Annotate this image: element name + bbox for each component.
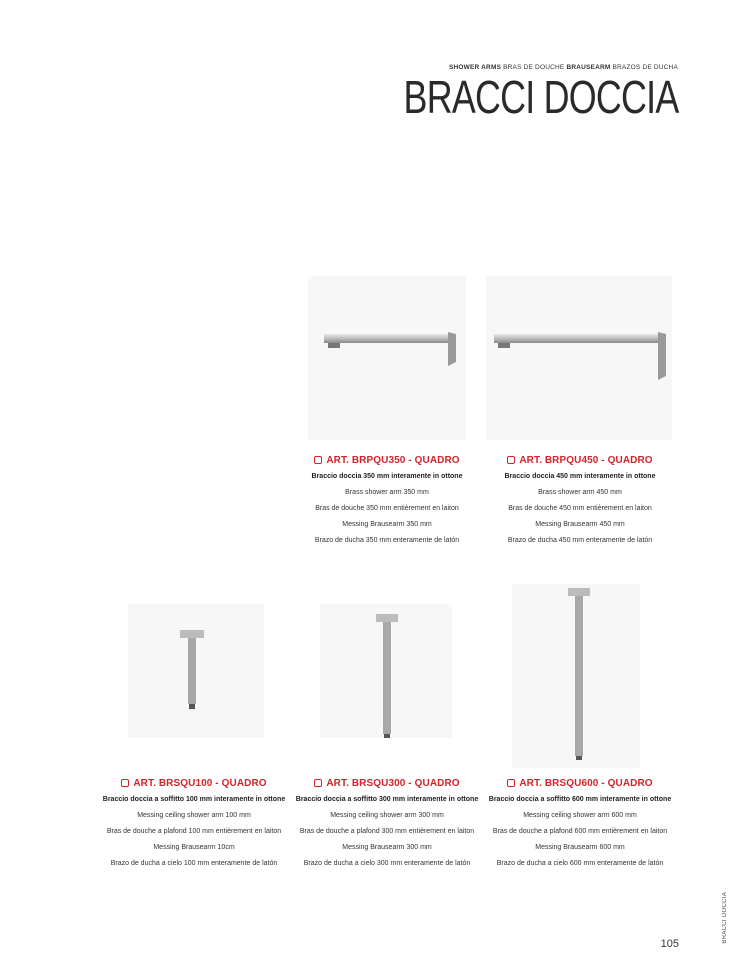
horizontal-shower-arm-icon bbox=[308, 276, 466, 440]
product-desc-de: Messing Brausearm 600 mm bbox=[535, 844, 625, 851]
product-desc-es: Brazo de ducha a cielo 600 mm enteramente de latón bbox=[496, 860, 664, 867]
product-desc-en: Messing ceiling shower arm 600 mm bbox=[523, 812, 637, 819]
product-photo-brpqu350 bbox=[308, 276, 466, 440]
checkbox-icon bbox=[314, 456, 322, 464]
product-desc-fr: Bras de douche 350 mm entièrement en laiton bbox=[315, 505, 459, 512]
product-desc-de: Messing Brausearm 300 mm bbox=[342, 844, 432, 851]
subtitle-fr: BRAS DE DOUCHE bbox=[501, 64, 567, 71]
product-art-line bbox=[294, 776, 480, 790]
product-brsqu300 bbox=[294, 776, 480, 869]
product-brsqu100 bbox=[101, 776, 287, 869]
subtitle-de: BRAUSEARM bbox=[566, 64, 611, 71]
product-photo-brsqu100 bbox=[128, 604, 264, 738]
product-desc-de: Messing Brausearm 450 mm bbox=[535, 521, 625, 528]
product-desc-fr: Bras de douche a plafond 300 mm entièrement en laiton bbox=[299, 828, 475, 835]
checkbox-icon bbox=[507, 456, 515, 464]
product-desc-it: Braccio doccia a soffitto 100 mm interamente in ottone bbox=[102, 796, 286, 803]
product-desc-it: Braccio doccia 350 mm interamente in ottone bbox=[311, 473, 463, 480]
product-desc-fr: Bras de douche a plafond 100 mm entièrement en laiton bbox=[106, 828, 282, 835]
side-section-label: BRACCI DOCCIA bbox=[722, 892, 728, 944]
checkbox-icon bbox=[507, 779, 515, 787]
checkbox-icon bbox=[121, 779, 129, 787]
product-art: ART. BRSQU100 - QUADRO bbox=[133, 777, 267, 789]
product-desc-en: Messing ceiling shower arm 300 mm bbox=[330, 812, 444, 819]
product-desc-it: Braccio doccia a soffitto 600 mm interamente in ottone bbox=[488, 796, 672, 803]
ceiling-shower-arm-icon bbox=[128, 604, 264, 738]
header-subtitle bbox=[449, 64, 678, 71]
product-art: ART. BRSQU300 - QUADRO bbox=[326, 777, 460, 789]
product-desc-en: Messing ceiling shower arm 100 mm bbox=[137, 812, 251, 819]
product-desc-fr: Bras de douche 450 mm entièrement en laiton bbox=[508, 505, 652, 512]
product-brsqu600 bbox=[487, 776, 673, 869]
product-desc-de: Messing Brausearm 350 mm bbox=[342, 521, 432, 528]
page-title: BRACCI DOCCIA bbox=[403, 71, 678, 123]
product-art-line bbox=[487, 776, 673, 790]
page-number: 105 bbox=[660, 938, 679, 950]
ceiling-shower-arm-icon bbox=[320, 604, 452, 738]
product-art-line bbox=[294, 453, 480, 467]
checkbox-icon bbox=[314, 779, 322, 787]
product-desc-fr: Bras de douche a plafond 600 mm entièrement en laiton bbox=[492, 828, 668, 835]
product-brpqu350 bbox=[294, 453, 480, 546]
product-desc-en: Brass shower arm 350 mm bbox=[345, 489, 429, 496]
product-art: ART. BRPQU350 - QUADRO bbox=[326, 454, 460, 466]
product-photo-brsqu300 bbox=[320, 604, 452, 738]
subtitle-en: SHOWER ARMS bbox=[448, 64, 502, 71]
product-photo-brpqu450 bbox=[486, 276, 672, 440]
subtitle-es: BRAZOS DE DUCHA bbox=[610, 64, 678, 71]
product-desc-es: Brazo de ducha a cielo 100 mm enteramente de latón bbox=[110, 860, 278, 867]
horizontal-shower-arm-icon bbox=[486, 276, 672, 440]
product-art: ART. BRPQU450 - QUADRO bbox=[519, 454, 653, 466]
product-photo-brsqu600 bbox=[512, 584, 640, 768]
product-desc-es: Brazo de ducha 450 mm enteramente de latón bbox=[507, 537, 653, 544]
product-art-line bbox=[487, 453, 673, 467]
product-desc-es: Brazo de ducha 350 mm enteramente de latón bbox=[314, 537, 460, 544]
product-desc-it: Braccio doccia a soffitto 300 mm interamente in ottone bbox=[295, 796, 479, 803]
product-art: ART. BRSQU600 - QUADRO bbox=[519, 777, 653, 789]
product-desc-en: Brass shower arm 450 mm bbox=[538, 489, 622, 496]
product-desc-es: Brazo de ducha a cielo 300 mm enteramente de latón bbox=[303, 860, 471, 867]
ceiling-shower-arm-icon bbox=[512, 584, 640, 768]
product-art-line bbox=[101, 776, 287, 790]
product-brpqu450 bbox=[487, 453, 673, 546]
product-desc-de: Messing Brausearm 10cm bbox=[153, 844, 235, 851]
product-desc-it: Braccio doccia 450 mm interamente in ottone bbox=[504, 473, 656, 480]
